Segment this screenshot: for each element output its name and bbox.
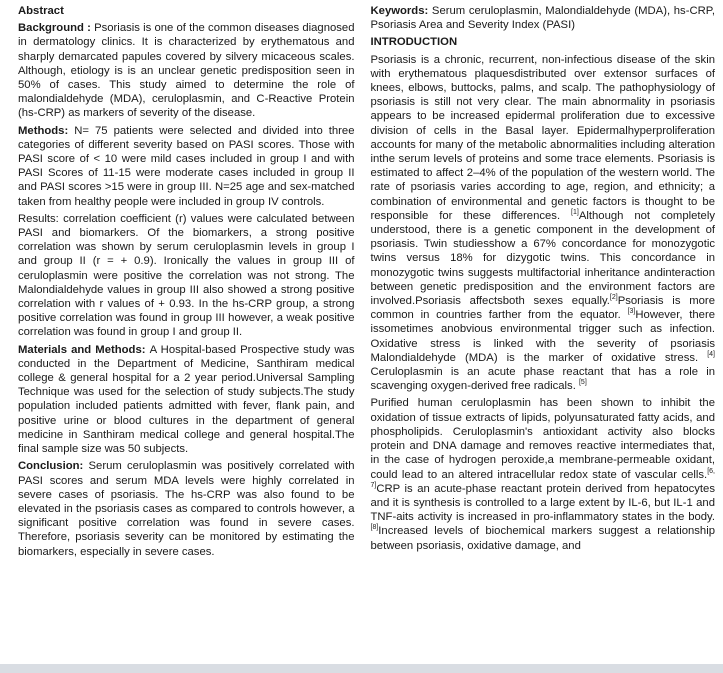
conclusion-label: Conclusion:	[18, 460, 89, 473]
keywords-label: Keywords:	[370, 5, 432, 17]
background-text: Psoriasis is one of the common diseases diagnosed in dermatology clinics. It is characterized by erythematous and sharply demarcated papules covered by silvery micaceous scales. Although, etiology is is an unclear genetic predisposition seen in 50% of cases. This study aimed to determine the role of malondialdehyde (MDA), ceruloplasmin, and C-Reactive Protein (hs-CRP) as markers of severity of the disease.	[18, 22, 355, 120]
intro-text: Although not completely understood, there is a genetic component in the development of psoriasis. Twin studiesshow a 67% concordance for monozygotic twins versus 18% for dizygotic twins. This concordance in monozygotic twins suggests multifactorial inheritance andinteraction between genetic predisposition and the environment factors are involved.Psoriasis affectsboth sexes equally.	[370, 209, 715, 308]
intro-text: However, there issometimes anobvious environmental trigger such as infection. Oxidative stress is linked with the severity of psoriasis Malondialdehyde (MDA) is the marker of oxidative stress.	[370, 309, 715, 364]
introduction-heading: INTRODUCTION	[370, 36, 458, 49]
keywords	[371, 4, 716, 32]
citation-ref[interactable]: [8]	[370, 524, 379, 532]
conclusion-text: Serum ceruloplasmin was positively correlated with PASI scores and serum MDA levels were highly correlated in severe cases of psoriasis. The hs-CRP was also found to be elevated in the psoriasis cases as compared to controls however, a significant positive correlation was found in severe cases. Therefore, psoriasis severity can be monitored by estimating the biomarkers, especially in severe cases.	[18, 460, 355, 558]
intro-paragraph-1	[371, 53, 716, 394]
citation-ref[interactable]: [1]	[571, 209, 579, 217]
keywords-text: Serum ceruloplasmin, Malondialdehyde (MDA), hs-CRP, Psoriasis Area and Severity Index (PASI)	[370, 5, 715, 32]
abstract-materials-methods	[18, 343, 355, 457]
intro-text: Psoriasis is more common in countries farther from the equator.	[370, 295, 715, 322]
intro-text: CRP is an acute-phase reactant protein derived from hepatocytes and it is synthesis is controlled to a large extent by IL-6, but IL-1 and TNF-aits activity is increased in pro-inflammatory states in the body.	[370, 482, 715, 524]
abstract-results: Results: correlation coefficient (r) values were calculated between PASI and biomarkers. Of the biomarkers, a strong positive correlation was shown by serum ceruloplasmin levels in group I and group II (r = + 0.9). Ironically the values in group III of ceruloplasmin were positive the correlation was not strong. The Malondialdehyde values in group III also showed a strong positive correlation with r values of + 0.93. In the hs-CRP group, a strong positive correlation was found in group III however, a weak positive correlation was found in group I and group II.	[18, 212, 355, 339]
citation-ref[interactable]: [4]	[707, 351, 715, 359]
methods-text: N= 75 patients were selected and divided into three categories of different severity based on PASI scores. Those with PASI score of < 10 were mild cases included in group I and with PASI Scores of 11-15 were moderate cases included in group II and PASI scores >15 were in group III. N=25 age and sex-matched taken from healthy people were included in group IV controls.	[18, 124, 355, 208]
abstract-heading: Abstract	[18, 5, 64, 17]
abstract-conclusion	[18, 459, 355, 558]
intro-paragraph-2	[371, 396, 716, 552]
abstract-background	[18, 21, 355, 120]
intro-text: Psoriasis is a chronic, recurrent, non-infectious disease of the skin with erythematous plaquesdistributed over extensor surfaces of knees, elbows, buttocks, palms, and scalp. The pathophysiology of psoriasis is still not very clear. The main abnormality in psoriasis appears to be increased epidermal proliferation due to excessive division of cells in the Basal layer. Epidermalhyperproliferation accounts for many of the metabolic abnormalities including alteration inthe serum levels of proteins and some trace elements. Psoriasis is estimated to affect 2–4% of the population of the western world. The rate of psoriasis varies according to age, region, and ethnicity; a combination of environmental and genetic factors is thought to be responsible for these differences.	[370, 53, 715, 222]
citation-ref[interactable]: [3]	[627, 308, 636, 316]
citation-ref[interactable]: [5]	[578, 379, 587, 387]
background-label: Background :	[18, 22, 95, 35]
intro-text: Purified human ceruloplasmin has been shown to inhibit the oxidation of tissue extracts of lipids, polyunsaturated fatty acids, and phospholipids. Ceruloplasmin's antioxidant activity also blocks protein and DNA damage and removes reactive intermediates that, in the case of hydrogen peroxide,a membrane-permeable oxidant, could lead to an altered intracellular redox state of vascular cells.	[370, 397, 715, 481]
abstract-methods	[18, 124, 355, 209]
abstract-column	[18, 4, 355, 673]
materials-methods-label: Materials and Methods:	[18, 343, 150, 356]
citation-ref[interactable]: [2]	[609, 294, 618, 302]
citation-ref[interactable]: [6, 7]	[370, 467, 715, 489]
methods-label: Methods:	[18, 124, 75, 137]
introduction-column	[371, 4, 716, 673]
intro-text: Increased levels of biochemical markers suggest a relationship between psoriasis, oxidative damage, and	[370, 525, 715, 552]
materials-methods-text: A Hospital-based Prospective study was conducted in the Department of Medicine, Santhiram medical college & general hospital for a 2 year period.Universal Sampling Technique was used for the selection of study subjects.The study population included patients admitted with fever, flank pain, and positive urine or blood cultures in the department of general medicine in Santhiram medical college and general hospital.The final sample size was 50 subjects.	[18, 343, 355, 456]
intro-text: Ceruloplasmin is an acute phase reactant that has a role in scavenging oxygen-derived free radicals.	[370, 366, 715, 393]
page-footer-bar	[0, 664, 723, 673]
